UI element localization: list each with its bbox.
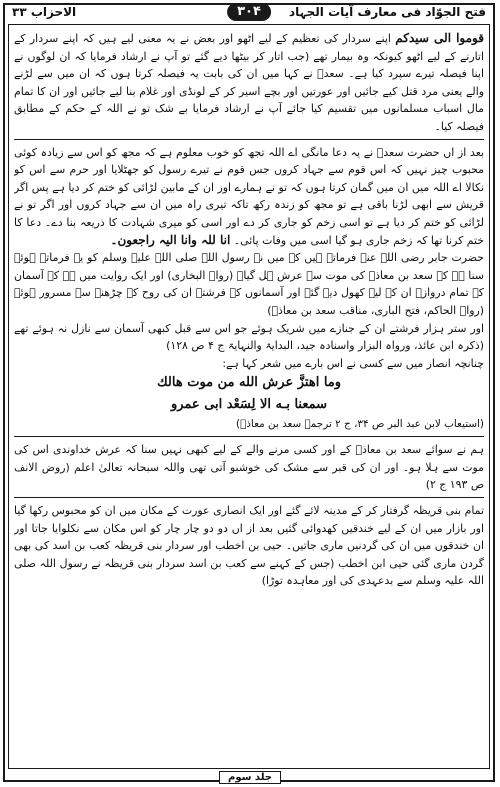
poem-line-2: سمعنا بـه الا لِسَعْد ابی عمرو bbox=[170, 397, 328, 413]
paragraph-text: اپنے سردار کی تعظیم کے لیے اٹھو اور بعض نے یہ معنی لیے ہیں کہ اپنے سردار کے اتارنے کے لیے اٹھو کیونکہ وہ بیمار تھے (جب اتار کر بیٹھا دیے گئے تو آپ نے ارشاد فرمایا کہ ان لوگوں نے اپنا فیصلہ تیرے سپرد کیا ہے۔ سعدؓ نے کہا میں ان کی بابت یہ فیصلہ کرتا ہوں کہ ان میں سے لڑنے والے یعنی مرد قتل کیے جائیں اور عورتیں اور بچے اسیر کر کے لونڈی اور غلام بنا لیے جائیں اور ان کا تمام مال اسباب مسلمانوں میں تقسیم کیا جائے آپ نے ارشاد فرمایا بے شک تو نے اللہ کے حکم کے مطابق فیصلہ کیا۔ bbox=[14, 32, 484, 133]
paragraph-5 bbox=[14, 355, 484, 373]
poem-line-1: وما اهتزَّ عرش الله من موت هالك bbox=[156, 375, 342, 391]
paragraph-text: بعد از اں حضرت سعدؓ نے یہ دعا مانگی اے اللہ تجھ کو خوب معلوم ہے کہ مجھ کو اس سے زیادہ کوئی محبوب چیز نہیں کہ اس قوم سے جہاد کروں جس قوم نے تیرے رسول کو جھٹلایا اور حرم سے اس کو نکالا اے اللہ میں ان میں گمان کرتا ہوں کہ تو نے ہمارے اور ان کے مابین لڑائی کو ختم کر دیا ہے پس اگر قریش سے ابھی لڑنا باقی ہے تو مجھ کو زندہ رکھ تاکہ تیری راہ میں ان سے جہاد کروں اور اگر تو نے لڑائی کو ختم کر دیا ہے تو اسی زخم کو جاری کر دے اور اسی کو میری شہادت کا ذریعہ بنا دے۔ دعا کا ختم کرنا تھا کہ زخم جاری ہو گیا اسی میں وفات پائی۔ bbox=[14, 145, 484, 247]
paragraph-1 bbox=[14, 30, 484, 136]
paragraph-text: اور ستر ہزار فرشتے ان کے جنازے میں شریک ہوئے جو اس سے قبل کبھی آسمان سے نازل نہ ہوئے تھے (ذکرہ ابن عائذ، ورواہ البزار واسنادہ جید، البدایۃ والنہایۃ ج ۴ ص ۱۲۸) bbox=[14, 321, 484, 353]
book-title: فتح الجوّاد فی معارف آیات الجہاد bbox=[288, 5, 486, 19]
divider bbox=[14, 436, 484, 437]
paragraph-text: ہم نے سوائے سعد بن معاذؓ کے اور کسی مرنے والے کے لیے کبھی نہیں سنا کہ عرش خداوندی اس کی موت سے ہلا ہو۔ اور ان کی قبر سے مشک کی خوشبو آتی تھی واللہ سبحانہ تعالیٰ اعلم (روض الانف ص ۱۹۳ ج ۲) bbox=[14, 443, 484, 492]
page-header bbox=[8, 3, 490, 25]
paragraph-2 bbox=[14, 144, 484, 250]
volume-label: جلد سوم bbox=[219, 771, 281, 784]
surah-label: الاحزاب ۳۳ bbox=[12, 5, 77, 19]
paragraph-4 bbox=[14, 320, 484, 355]
paragraph-6 bbox=[14, 441, 484, 494]
paragraph-text: چنانچہ انصار میں سے کسی نے اس بارے میں شعر کہا ہے: bbox=[222, 356, 484, 370]
paragraph-text: تمام بنی قریظہ گرفتار کر کے مدینہ لائے گئے اور ایک انصاری عورت کے مکان میں ان کو محبوس رکھا گیا اور بازار میں ان کے لیے خندقیں کھدوائی گئیں بعد از اں دو دو چار چار کو اس مکان سے نکلوایا جاتا اور ان خندقوں میں ان کی گردنیں ماری جاتیں۔ حیی بن اخطب اور سردار بنی قریظہ کعب بن اسد کی بھی گردن ماری گئی حیی ابن اخطب (جس کے کہنے سے کعب بن اسد سردار بنی قریظہ نے رسول اللہ صلی اللہ علیہ وسلم سے بدعہدی کی اور معاہدہ توڑا) bbox=[14, 504, 484, 588]
poem-reference: (استیعاب لابن عبد البر ص ۳۴، ج ۲ ترجمہ سعد بن معاذؓ) bbox=[236, 418, 484, 431]
divider bbox=[14, 497, 484, 498]
paragraph-3 bbox=[14, 249, 484, 319]
paragraph-text: حضرت جابر رضی اللہ عنہ فرماتے ہیں کہ میں نے رسول اللہ صلی اللہ علیہ وسلم کو یہ فرماتے ہوئے سنا ہے کہ سعد بن معاذؓ کی موت سے عرش ہل گیا۔ (رواہ البخاری) اور ایک روایت میں ہے کہ آسمان کے تمام دروازے ان کے لیے کھول دیے گئے اور آسمانوں کے فرشتے ان کی روح کے چڑھنے سے مسرور ہوئے (رواہ الحاکم، فتح الباری، مناقب سعد بن معاذؓ) bbox=[14, 251, 484, 317]
divider bbox=[14, 139, 484, 140]
arabic-phrase: انا للہ وانا الیہ راجعون۔ bbox=[110, 232, 231, 247]
paragraph-7 bbox=[14, 502, 484, 590]
arabic-phrase: قوموا الی سیدکم bbox=[395, 31, 484, 45]
page-number: ۳۰۴ bbox=[227, 3, 271, 21]
page-content bbox=[14, 30, 484, 758]
